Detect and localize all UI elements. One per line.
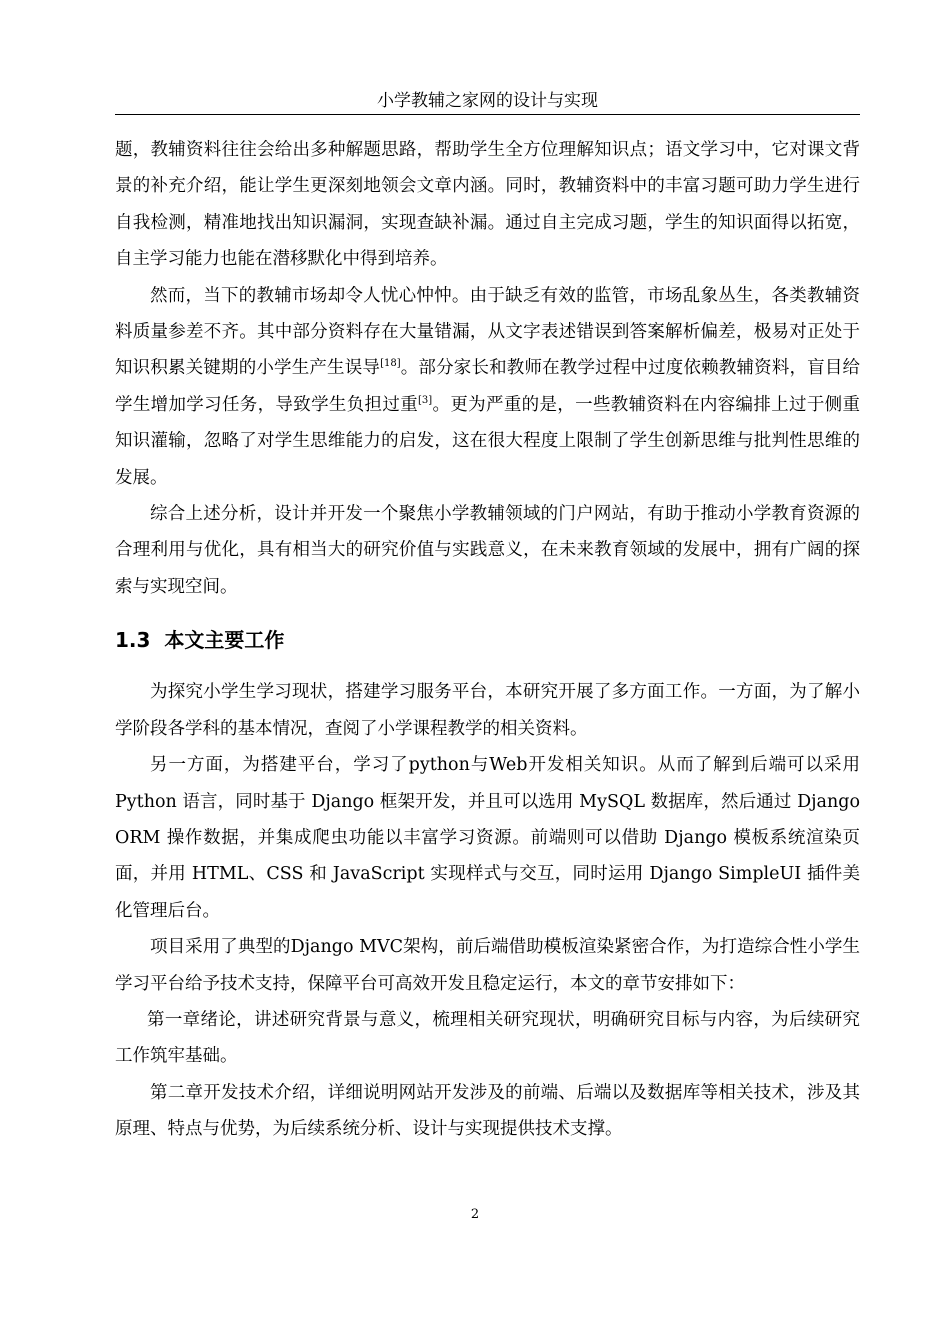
section-number: 1.3 xyxy=(115,628,151,653)
page-number: 2 xyxy=(470,1207,480,1222)
paragraph-market-problems xyxy=(115,278,860,496)
header-rule xyxy=(115,114,860,115)
paragraph-text: 。部分家长和教师在教学过程中过度依赖教辅资料，盲目给学生增加学习任务，导致学生负担过重 xyxy=(115,358,861,415)
citation-ref: [18] xyxy=(380,358,401,370)
paragraph-tech-stack: 另一方面，为搭建平台，学习了python与Web开发相关知识。从而了解到后端可以采用 Python 语言，同时基于 Django 框架开发，并且可以选用 MySQL 数据库，然后通过 Django ORM 操作数据，并集成爬虫功能以丰富学习资源。前端则可以借助 Django 模板系统渲染页面，并用 HTML、CSS 和 JavaScript 实现样式与交互，同时运用 Django SimpleUI 插件美化管理后台。 xyxy=(115,755,860,921)
paragraph-architecture: 项目采用了典型的Django MVC架构，前后端借助模板渲染紧密合作，为打造综合性小学生学习平台给予技术支持，保障平台可高效开发且稳定运行，本文的章节安排如下： xyxy=(115,937,860,994)
section-heading xyxy=(115,625,860,655)
paragraph-text: 。更为严重的是，一些教辅资料在内容编排上过于侧重知识灌输，忽略了对学生思维能力的启发，这在很大程度上限制了学生创新思维与批判性思维的发展。 xyxy=(115,394,861,488)
paragraph-summary: 综合上述分析，设计并开发一个聚焦小学教辅领域的门户网站，有助于推动小学教育资源的合理利用与优化，具有相当大的研究价值与实践意义，在未来教育领域的发展中，拥有广阔的探索与实现空间。 xyxy=(115,504,860,597)
paragraph-chapter-1: 第一章绪论，讲述研究背景与意义，梳理相关研究现状，明确研究目标与内容，为后续研究工作筑牢基础。 xyxy=(115,1009,860,1067)
running-header: 小学教辅之家网的设计与实现 xyxy=(377,91,598,111)
paragraph-work-overview: 为探究小学生学习现状，搭建学习服务平台，本研究开展了多方面工作。一方面，为了解小学阶段各学科的基本情况，查阅了小学课程教学的相关资料。 xyxy=(115,682,860,739)
citation-ref: [3] xyxy=(418,394,433,406)
paragraph-continued: 题，教辅资料往往会给出多种解题思路，帮助学生全方位理解知识点；语文学习中，它对课文背景的补充介绍，能让学生更深刻地领会文章内涵。同时，教辅资料中的丰富习题可助力学生进行自我检测，精准地找出知识漏洞，实现查缺补漏。通过自主完成习题，学生的知识面得以拓宽，自主学习能力也能在潜移默化中得到培养。 xyxy=(115,140,860,270)
paragraph-text: 然而，当下的教辅市场却令人忧心忡忡。由于缺乏有效的监管，市场乱象丛生，各类教辅资料质量参差不齐。其中部分资料存在大量错漏，从文字表述错误到答案解析偏差，极易对正处于知识积累关键期的小学生产生误导 xyxy=(115,285,860,379)
body-text xyxy=(115,132,860,1148)
paragraph-chapter-2: 第二章开发技术介绍，详细说明网站开发涉及的前端、后端以及数据库等相关技术，涉及其原理、特点与优势，为后续系统分析、设计与实现提供技术支撑。 xyxy=(115,1082,860,1140)
section-title: 本文主要工作 xyxy=(164,628,285,653)
